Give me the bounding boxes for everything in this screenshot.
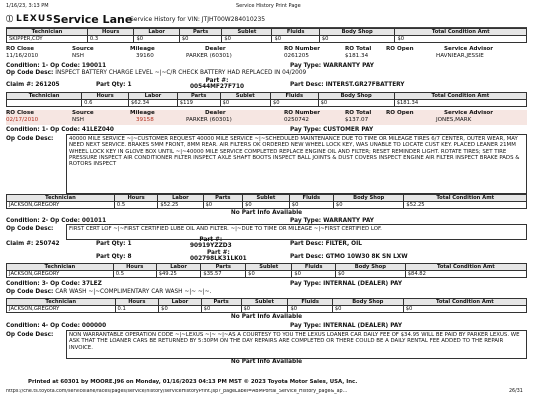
- no-part-info: No Part Info Available: [230, 210, 303, 216]
- part-qty: Part Qty: 1: [96, 82, 132, 88]
- condition-title: Condition: 1- Op Code: 190011: [6, 63, 107, 69]
- op-code-desc-box: NON WARRANTABLE OPERATION CODE ~|~LEXUS ~|~ ~|~AS A COURTESY TO YOU THE LEXUS LOANER CAR DAILY FEE OF $34.95 WILL BE PAID BY PARKER LEXUS. WE ASK THAT THE LOANER CARS BE RETURNED BY 5:30PM ON THE DAY REPAIRS ARE COMPLETED OR THERE COULD BE A DAILY RENTAL FEE ADDED TO THE REPAIR INVOICE.: [66, 330, 527, 359]
- history-vin-label: Service History for VIN: JTJHT00W284010235: [130, 16, 266, 23]
- labor-header-row: Technician Hours Labor Parts Sublet Fluids Body Shop Total Condition Amt: [7, 299, 527, 306]
- page-header: [6, 13, 527, 28]
- col-fluids: Fluids: [272, 29, 319, 36]
- no-part-info: No Part Info Available: [230, 314, 303, 320]
- condition-title: Condition: 3- Op Code: 37LEZ: [6, 281, 102, 287]
- ro-summary-2: RO Close Source Mileage Dealer RO Number RO Total RO Open Service Advisor 02/17/2010 NSH 39158 PARKER (60301) 0250742 $137.07 JONES,MARK: [6, 110, 527, 125]
- no-part-info: No Part Info Available: [230, 359, 303, 365]
- op-code-desc-label: Op Code Desc:: [6, 136, 54, 142]
- condition-title: Condition: 2- Op Code: 001011: [6, 218, 107, 224]
- table-row: JACKSON,GREGORY 0.1 $0 $0 $0 $0 $0 $0: [7, 306, 527, 313]
- claim-number: Claim #: 250742: [6, 241, 60, 247]
- part-number: Part #: 002798LK31LK01: [190, 250, 247, 262]
- condition-title: Condition: 1- Op Code: 41LEZ040: [6, 127, 114, 133]
- labor-header-row: Technician Hours Labor Parts Sublet Fluids Body Shop Total Condition Amt: [7, 264, 527, 271]
- lexus-logo: ⓛ LEXUS: [6, 14, 54, 24]
- part-number: Part #: 00544MF27F710: [190, 78, 245, 90]
- lexus-emblem-icon: ⓛ: [6, 15, 14, 23]
- part-desc: Part Desc: INTERST.GR27FBATTERY: [290, 82, 405, 88]
- labor-table-2: [6, 194, 527, 209]
- part-qty: Part Qty: 1: [96, 241, 132, 247]
- print-datetime: 1/16/23, 3:13 PM: [6, 3, 49, 9]
- op-code-desc-label: Op Code Desc:: [6, 332, 54, 338]
- col-technician: Technician: [7, 29, 88, 36]
- print-page-title: Service History Print Page: [236, 3, 301, 9]
- print-footer: Printed at 60301 by MOORE.J96 on Monday, 01/16/2023 04:13 PM MST © 2023 Toyota Motor Sales, USA, Inc.: [28, 379, 358, 385]
- ro-summary-1: RO Close Source Mileage Dealer RO Number RO Total RO Open Service Advisor 11/16/2010 NSH 39160 PARKER (60301) 0261205 $181.34 HAVNIEAR,JESSIE: [6, 46, 494, 59]
- labor-table-4: [6, 298, 527, 313]
- labor-header-row: Technician Hours Labor Parts Sublet Fluids Body Shop Total Condition Amt: [7, 93, 527, 100]
- labor-table-0: [6, 28, 527, 43]
- col-total: Total Condition Amt: [395, 29, 527, 36]
- page-count: 26/31: [509, 389, 523, 394]
- pay-type: Pay Type: CUSTOMER PAY: [290, 127, 374, 133]
- page-url: https://cne.ts.toyota.com/servicelane/faces/pages/service/history/serviceHistoryPrint.jsp?_pageLabel=ABMPortal_Service_History_page&_ap…: [6, 389, 348, 394]
- op-code-desc: Op Code Desc: INSPECT BATTERY CHARGE LEVEL ~|~C/R CHECK BATTERY HAD REPLACED IN 04/2009: [6, 70, 307, 76]
- col-hours: Hours: [87, 29, 134, 36]
- app-title: Service Lane: [53, 13, 133, 26]
- part-number: Part #: 90919YZZD3: [190, 237, 232, 249]
- op-code-desc-box: 40000 MILE SERVICE ~|~CUSTOMER REQUEST 40000 MILE SERVICE ~|~SCHEDULED MAINTENANCE DUE TO TIME OR MILEAGE TIRES 6/7 CENTER, OUTER WEAR, MAY NEED NEXT SERVICE. BRAKES 5MM FRONT, 8MM REAR. AIR FILTERS OK ORDERED NEW WHEEL LOCK KEY, WAS UNABLE TO LOCATE CUST KEY. PLACED LEANER 21MM WHEEL LOCK KEY IN GLOVE BOX UNTIL ~|~40000 MILE SERVICE COMPLETED REPLACE ENGINE OIL AND FILTER; RESET REMINDER LIGHT. ROTATE TIRES; SET TIRE PRESSURE INSPECT AIR CONDITIONER FILTER INSPECT AXLE SHAFT BOOTS INSPECT BALL JOINTS & DUST COVERS INSPECT ENGINE AIR FILTER INSPECT BRAKE PADS & ROTORS INSPECT: [66, 134, 527, 194]
- labor-table-3: [6, 263, 527, 278]
- pay-type: Pay Type: INTERNAL (DEALER) PAY: [290, 323, 403, 329]
- col-labor: Labor: [134, 29, 179, 36]
- pay-type: Pay Type: WARRANTY PAY: [290, 63, 374, 69]
- table-row: JACKSON,GREGORY 0.5 $49.25 $35.57 $0 $0 $0 $84.82: [7, 271, 527, 278]
- condition-title: Condition: 4- Op Code: 000000: [6, 323, 107, 329]
- pay-type: Pay Type: WARRANTY PAY: [290, 218, 374, 224]
- col-parts: Parts: [179, 29, 222, 36]
- table-row: SKIPPER,COY 0.3 $0 $0 $0 $0 $0 $0: [7, 36, 527, 43]
- op-code-desc-label: Op Code Desc:: [6, 226, 54, 232]
- op-code-desc: Op Code Desc: CAR WASH ~|~COMPLIMENTARY CAR WASH ~|~ ~|~.: [6, 289, 212, 295]
- op-code-desc-box: FIRST CERT LOF ~|~FIRST CERTIFIED LUBE OIL AND FILTER. ~|~DUE TO TIME OR MILEAGE ~|~FIRST CERTIFIED LOF.: [66, 224, 527, 240]
- labor-header-row: [7, 29, 527, 36]
- col-sublet: Sublet: [222, 29, 272, 36]
- labor-table-1: [6, 92, 527, 107]
- table-row: JACKSON,GREGORY 0.5 $52.25 $0 $0 $0 $0 $52.25: [7, 202, 527, 209]
- part-desc: Part Desc: GTMO 10W30 8K SN LXW: [290, 254, 408, 260]
- claim-number: Claim #: 261205: [6, 82, 60, 88]
- table-row: 0.6 $62.34 $119 $0 $0 $0 $181.34: [7, 100, 527, 107]
- part-desc: Part Desc: FILTER, OIL: [290, 241, 362, 247]
- labor-header-row: Technician Hours Labor Parts Sublet Fluids Body Shop Total Condition Amt: [7, 195, 527, 202]
- col-body-shop: Body Shop: [319, 29, 395, 36]
- part-qty: Part Qty: 8: [96, 254, 132, 260]
- pay-type: Pay Type: INTERNAL (DEALER) PAY: [290, 281, 403, 287]
